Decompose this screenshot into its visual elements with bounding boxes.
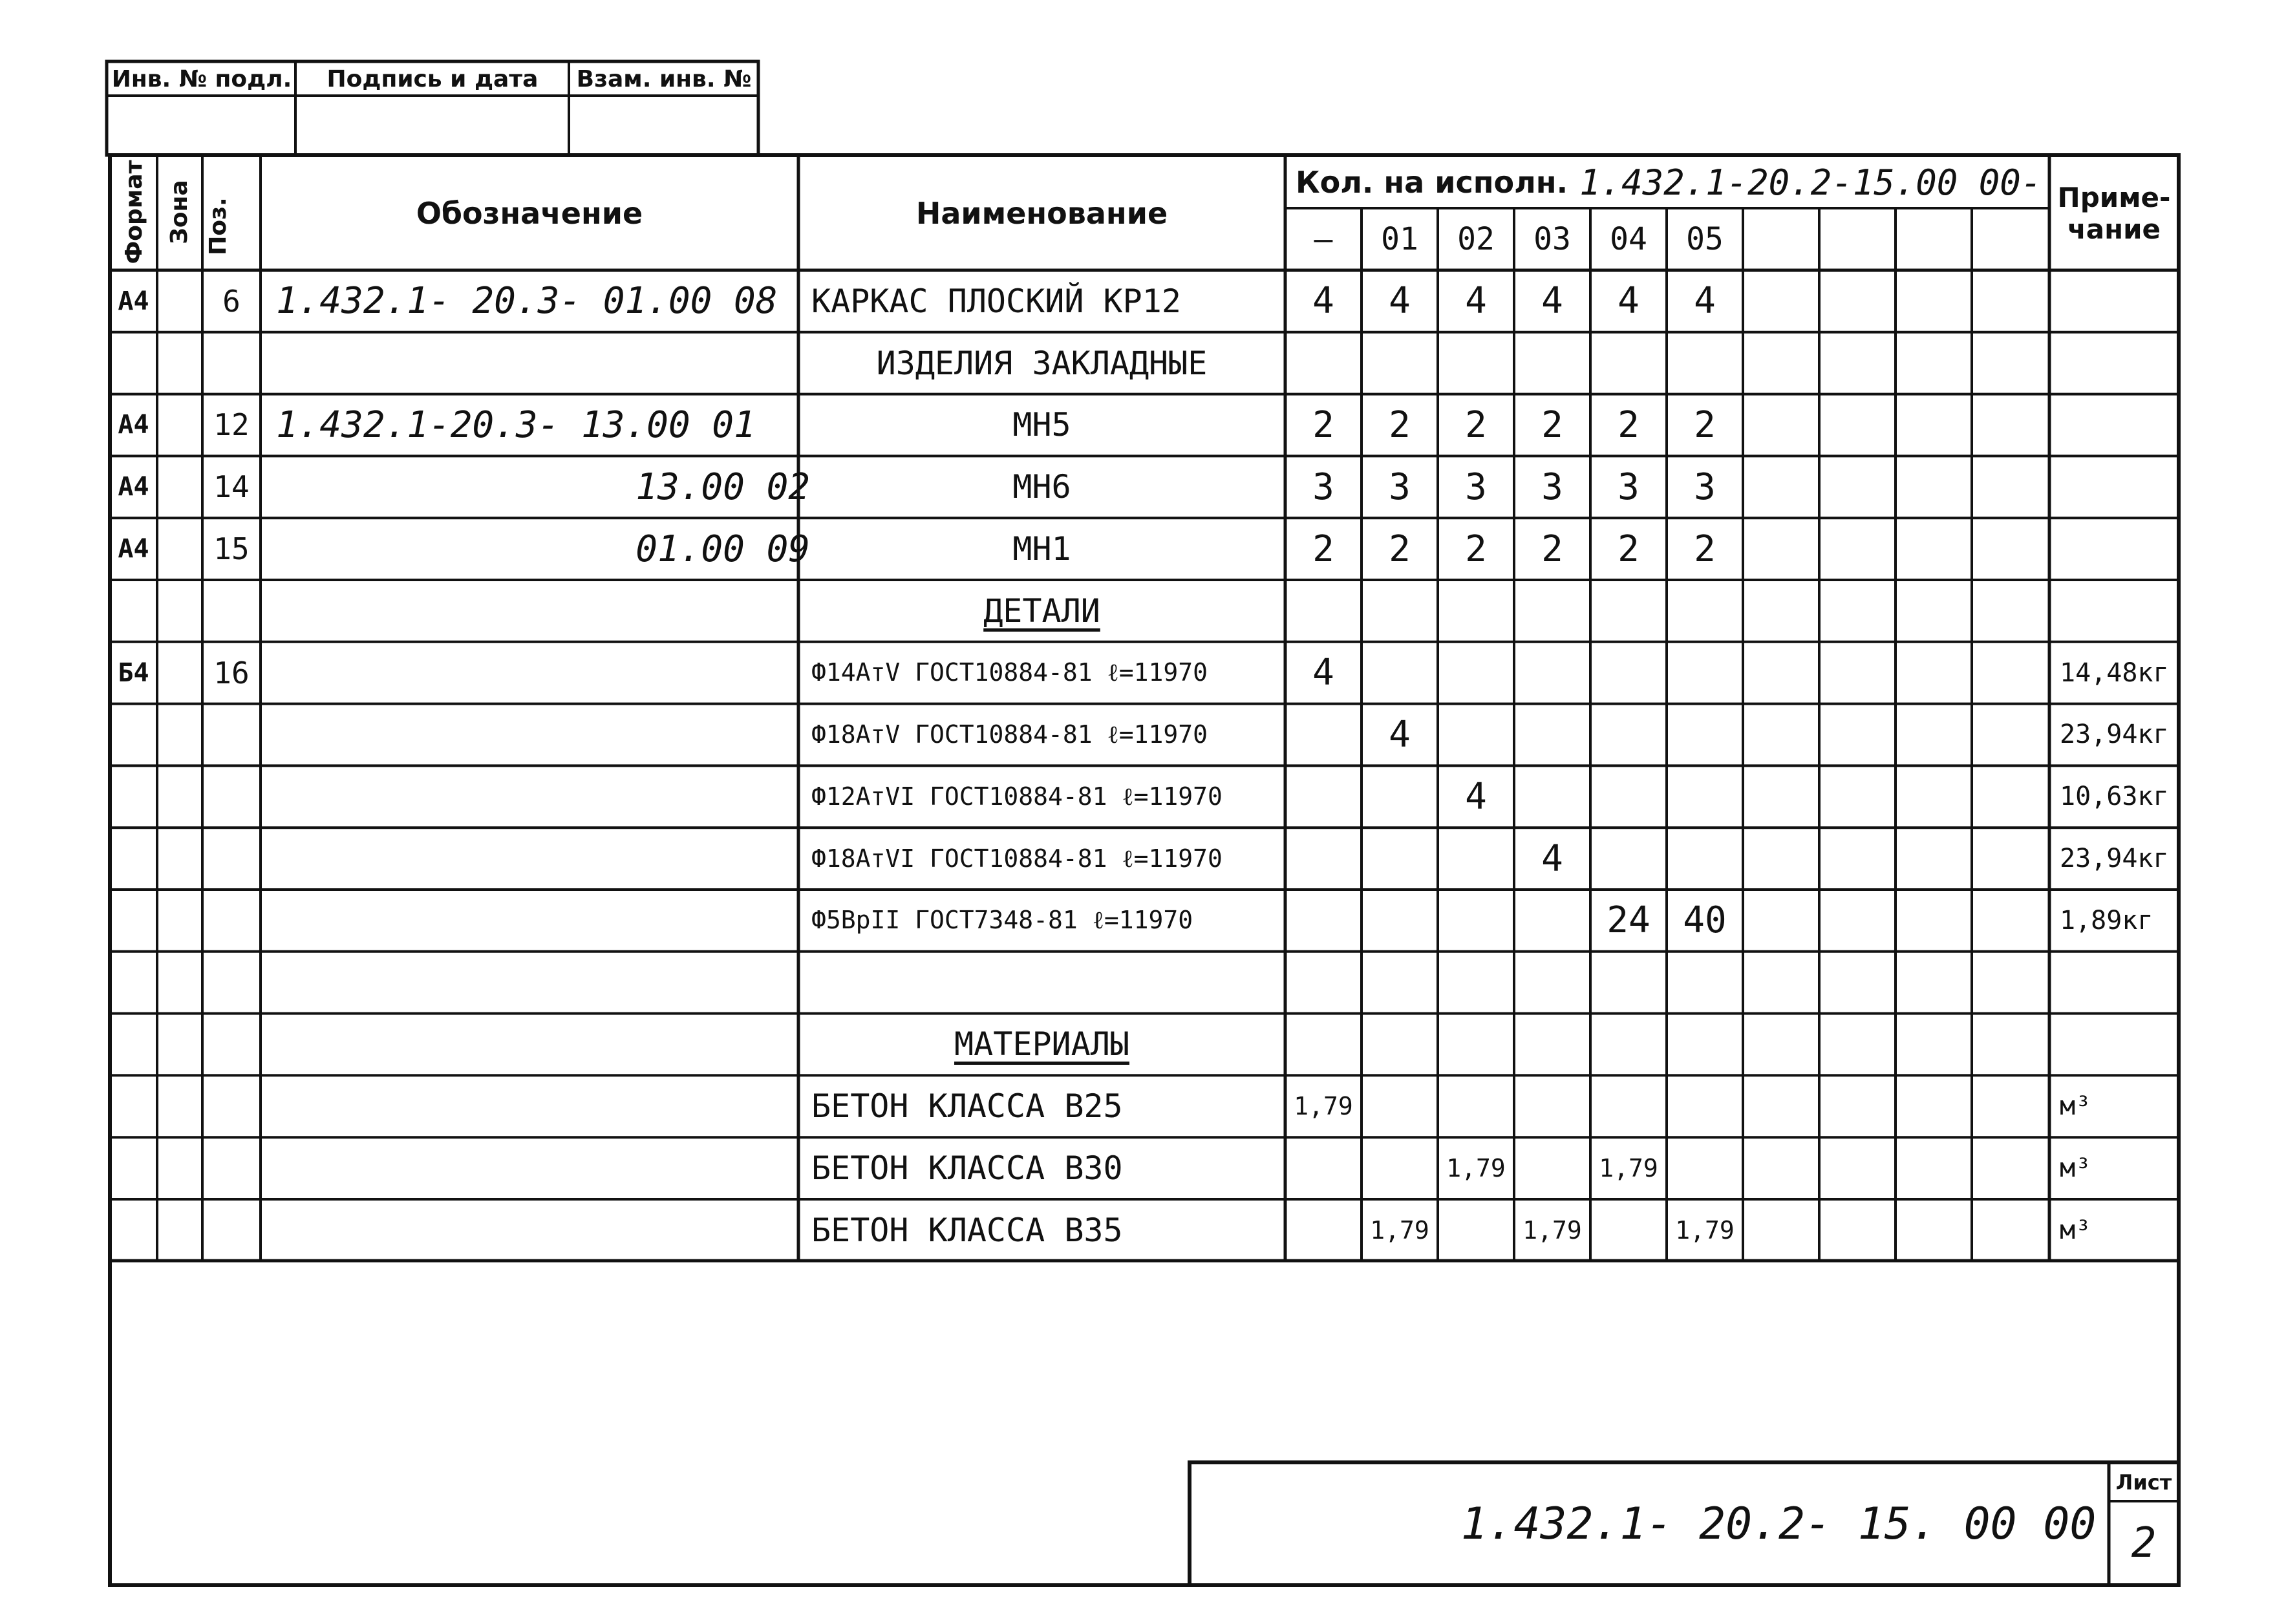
row-qty: [1287, 1201, 1360, 1260]
row-qty: [1287, 1015, 1360, 1074]
row-note: 23,94кг: [2060, 720, 2169, 750]
row-qty: 4: [1618, 280, 1639, 323]
row-qty: [1515, 334, 1589, 393]
row-qty: [1515, 643, 1589, 703]
row-designation: [262, 953, 810, 1012]
row-qty: 3: [1618, 465, 1639, 508]
row-qty: [1668, 643, 1742, 703]
stamp-signature-label: Подпись и дата: [326, 65, 539, 92]
row-format: [111, 767, 156, 826]
row-name: ИЗДЕЛИЯ ЗАКЛАДНЫЕ: [876, 344, 1208, 382]
row-note: 1,89кг: [2060, 905, 2153, 935]
row-qty: [1363, 891, 1437, 950]
row-designation: [262, 705, 810, 765]
row-pos: [204, 334, 259, 393]
qty-col-header: 04: [1610, 221, 1647, 257]
row-pos: [204, 1015, 259, 1074]
row-qty: [1287, 891, 1360, 950]
row-pos: 16: [213, 655, 250, 690]
row-qty: 3: [1694, 465, 1716, 508]
row-pos: [204, 1076, 259, 1136]
row-qty: [1363, 767, 1437, 826]
row-qty: 1,79: [1599, 1154, 1658, 1183]
row-qty: [1515, 891, 1589, 950]
row-qty: 4: [1312, 280, 1334, 323]
row-qty: [1668, 953, 1742, 1012]
row-name: БЕТОН КЛАССА В25: [811, 1087, 1123, 1126]
row-name: МН1: [1012, 530, 1071, 568]
row-qty: [1668, 334, 1742, 393]
row-name: КАРКАС ПЛОСКИЙ КР12: [811, 282, 1181, 320]
row-designation: [262, 1201, 810, 1260]
row-qty: [1592, 643, 1665, 703]
row-name: Ф5ВрII ГОСТ7348-81 ℓ=11970: [811, 906, 1193, 935]
row-qty: [1439, 953, 1513, 1012]
row-qty: 40: [1683, 899, 1727, 942]
row-note: [2051, 334, 2186, 393]
row-designation: 01.00 09: [636, 528, 810, 570]
row-format: Б4: [118, 657, 149, 688]
title-block-sheet-label: Лист: [2115, 1470, 2172, 1495]
row-qty: [1363, 643, 1437, 703]
row-qty: [1363, 1076, 1437, 1136]
row-format: А4: [118, 286, 149, 316]
row-name: МН5: [1012, 406, 1071, 444]
title-block-code: 1.432.1- 20.2- 15. 00 00: [1460, 1498, 2097, 1550]
row-qty: [1515, 767, 1589, 826]
row-note: 23,94кг: [2060, 844, 2169, 874]
row-qty: [1439, 1076, 1513, 1136]
row-qty: [1363, 1015, 1437, 1074]
row-designation: [262, 1076, 810, 1136]
row-qty: 2: [1389, 403, 1411, 446]
row-name: БЕТОН КЛАССА В30: [811, 1149, 1123, 1188]
row-qty: [1668, 581, 1742, 641]
row-format: [111, 1201, 156, 1260]
row-qty: [1439, 1015, 1513, 1074]
row-qty: [1515, 581, 1589, 641]
row-qty: [1287, 829, 1360, 888]
row-qty: [1668, 829, 1742, 888]
row-qty: [1592, 767, 1665, 826]
row-qty: 3: [1541, 465, 1563, 508]
row-qty: [1287, 705, 1360, 765]
row-format: [111, 829, 156, 888]
row-format: А4: [118, 472, 149, 502]
row-pos: [204, 581, 259, 641]
qty-col-header: 05: [1686, 221, 1724, 257]
row-qty: 4: [1389, 713, 1411, 756]
row-qty: [1363, 581, 1437, 641]
row-qty: [1287, 1138, 1360, 1198]
row-qty: 2: [1694, 403, 1716, 446]
row-qty: [1668, 767, 1742, 826]
row-designation: 1.432.1-20.3- 13.00 01: [276, 403, 756, 446]
row-qty: 2: [1465, 403, 1487, 446]
row-qty: 4: [1465, 280, 1487, 323]
row-qty: 4: [1389, 280, 1411, 323]
row-qty: [1439, 581, 1513, 641]
row-qty: [1668, 1076, 1742, 1136]
qty-col-header: 02: [1457, 221, 1495, 257]
row-qty: [1592, 1015, 1665, 1074]
stamp-replace-label: Взам. инв. №: [576, 65, 752, 92]
row-designation: [262, 643, 810, 703]
row-name: Ф12АтVI ГОСТ10884-81 ℓ=11970: [811, 782, 1223, 811]
qty-col-header: 03: [1533, 221, 1571, 257]
row-pos: [204, 767, 259, 826]
row-name: Ф18АтV ГОСТ10884-81 ℓ=11970: [811, 720, 1208, 749]
row-qty: 24: [1607, 899, 1650, 942]
row-qty: [1592, 1076, 1665, 1136]
row-pos: [204, 829, 259, 888]
row-note: [2051, 581, 2186, 641]
header-format: Формат: [121, 160, 147, 264]
row-qty: [1287, 581, 1360, 641]
header-pos: Поз.: [205, 197, 231, 255]
row-note: м³: [2060, 1153, 2091, 1184]
row-note: [2051, 272, 2186, 331]
row-qty: 1,79: [1675, 1215, 1735, 1245]
header-note-line2: чание: [2067, 213, 2161, 245]
row-pos: 14: [213, 469, 250, 505]
row-qty: [1592, 334, 1665, 393]
row-qty: [1287, 953, 1360, 1012]
row-qty: [1515, 1015, 1589, 1074]
row-qty: 3: [1312, 465, 1334, 508]
row-qty: [1592, 953, 1665, 1012]
row-qty: [1439, 705, 1513, 765]
row-note: [2051, 396, 2186, 455]
row-format: [111, 1138, 156, 1198]
header-qty-prefix: Кол. на исполн.: [1296, 165, 1568, 200]
row-note: [2051, 953, 2186, 1012]
row-qty: [1592, 705, 1665, 765]
row-qty: [1363, 829, 1437, 888]
row-note: 14,48кг: [2060, 657, 2169, 688]
row-designation: [262, 1138, 810, 1198]
header-name: Наименование: [915, 196, 1168, 231]
row-designation: [262, 767, 810, 826]
row-note: м³: [2060, 1091, 2091, 1122]
row-designation: [262, 334, 810, 393]
row-qty: [1515, 953, 1589, 1012]
row-qty: 3: [1389, 465, 1411, 508]
row-format: [111, 1015, 156, 1074]
row-designation: [262, 1015, 810, 1074]
row-qty: [1439, 829, 1513, 888]
row-pos: [204, 953, 259, 1012]
row-qty: 2: [1389, 528, 1411, 570]
row-note: м³: [2060, 1215, 2091, 1245]
qty-col-header: —: [1314, 221, 1333, 257]
row-pos: 6: [222, 283, 240, 319]
row-note: 10,63кг: [2060, 782, 2169, 812]
row-qty: [1439, 643, 1513, 703]
row-qty: 2: [1312, 403, 1334, 446]
row-format: А4: [118, 534, 149, 564]
row-qty: [1668, 1015, 1742, 1074]
row-qty: [1515, 705, 1589, 765]
row-qty: 2: [1541, 403, 1563, 446]
row-name: ДЕТАЛИ: [983, 592, 1100, 630]
header-zone: Зона: [166, 180, 193, 244]
row-designation: [262, 829, 810, 888]
row-name: МАТЕРИАЛЫ: [954, 1025, 1129, 1063]
row-qty: [1668, 705, 1742, 765]
row-pos: [204, 891, 259, 950]
row-name: Ф18АтVI ГОСТ10884-81 ℓ=11970: [811, 844, 1223, 873]
stamp-inv-label: Инв. № подл.: [111, 65, 292, 92]
row-name: [800, 953, 1296, 1012]
row-name: МН6: [1012, 468, 1071, 506]
row-format: [111, 334, 156, 393]
row-qty: [1515, 1138, 1589, 1198]
row-pos: 15: [213, 531, 250, 567]
header-note-line1: Приме-: [2057, 182, 2171, 213]
row-qty: [1363, 1138, 1437, 1198]
row-format: [111, 953, 156, 1012]
row-designation: 1.432.1- 20.3- 01.00 08: [276, 280, 778, 323]
row-qty: [1439, 334, 1513, 393]
row-qty: 2: [1465, 528, 1487, 570]
row-qty: [1363, 334, 1437, 393]
row-pos: 12: [213, 407, 250, 443]
row-qty: 1,79: [1522, 1215, 1582, 1245]
row-qty: 2: [1618, 403, 1639, 446]
row-note: [2051, 519, 2186, 579]
row-name: БЕТОН КЛАССА В35: [811, 1211, 1123, 1249]
row-format: А4: [118, 410, 149, 440]
row-designation: 13.00 02: [636, 465, 810, 508]
row-qty: 4: [1541, 837, 1563, 880]
row-format: [111, 1076, 156, 1136]
row-qty: [1287, 334, 1360, 393]
row-qty: 4: [1694, 280, 1716, 323]
row-pos: [204, 1138, 259, 1198]
row-qty: 2: [1694, 528, 1716, 570]
header-qty: [1287, 156, 2057, 208]
row-designation: [262, 891, 810, 950]
row-qty: 1,79: [1370, 1215, 1429, 1245]
row-qty: [1592, 581, 1665, 641]
row-qty: 1,79: [1294, 1092, 1353, 1121]
row-note: [2051, 457, 2186, 517]
row-qty: [1515, 1076, 1589, 1136]
row-format: [111, 581, 156, 641]
header-qty-code: 1.432.1-20.2-15.00 00-: [1579, 162, 2042, 203]
row-pos: [204, 1201, 259, 1260]
row-name: Ф14АтV ГОСТ10884-81 ℓ=11970: [811, 658, 1208, 687]
row-qty: [1592, 1201, 1665, 1260]
row-qty: 1,79: [1446, 1154, 1506, 1183]
row-pos: [204, 705, 259, 765]
row-qty: 4: [1541, 280, 1563, 323]
row-qty: 4: [1465, 775, 1487, 818]
header-note: [2051, 156, 2177, 270]
row-qty: 2: [1312, 528, 1334, 570]
row-qty: [1363, 953, 1437, 1012]
row-format: [111, 705, 156, 765]
qty-col-header: 01: [1381, 221, 1418, 257]
row-designation: [262, 581, 810, 641]
row-note: [2051, 1015, 2186, 1074]
title-block-sheet-number: 2: [2131, 1519, 2157, 1567]
row-qty: 3: [1465, 465, 1487, 508]
row-format: [111, 891, 156, 950]
row-qty: [1592, 829, 1665, 888]
row-qty: 2: [1541, 528, 1563, 570]
row-qty: [1287, 767, 1360, 826]
header-designation: Обозначение: [416, 196, 643, 231]
row-qty: 4: [1312, 652, 1334, 694]
row-qty: [1439, 1201, 1513, 1260]
row-qty: [1668, 1138, 1742, 1198]
row-qty: 2: [1618, 528, 1639, 570]
row-qty: [1439, 891, 1513, 950]
